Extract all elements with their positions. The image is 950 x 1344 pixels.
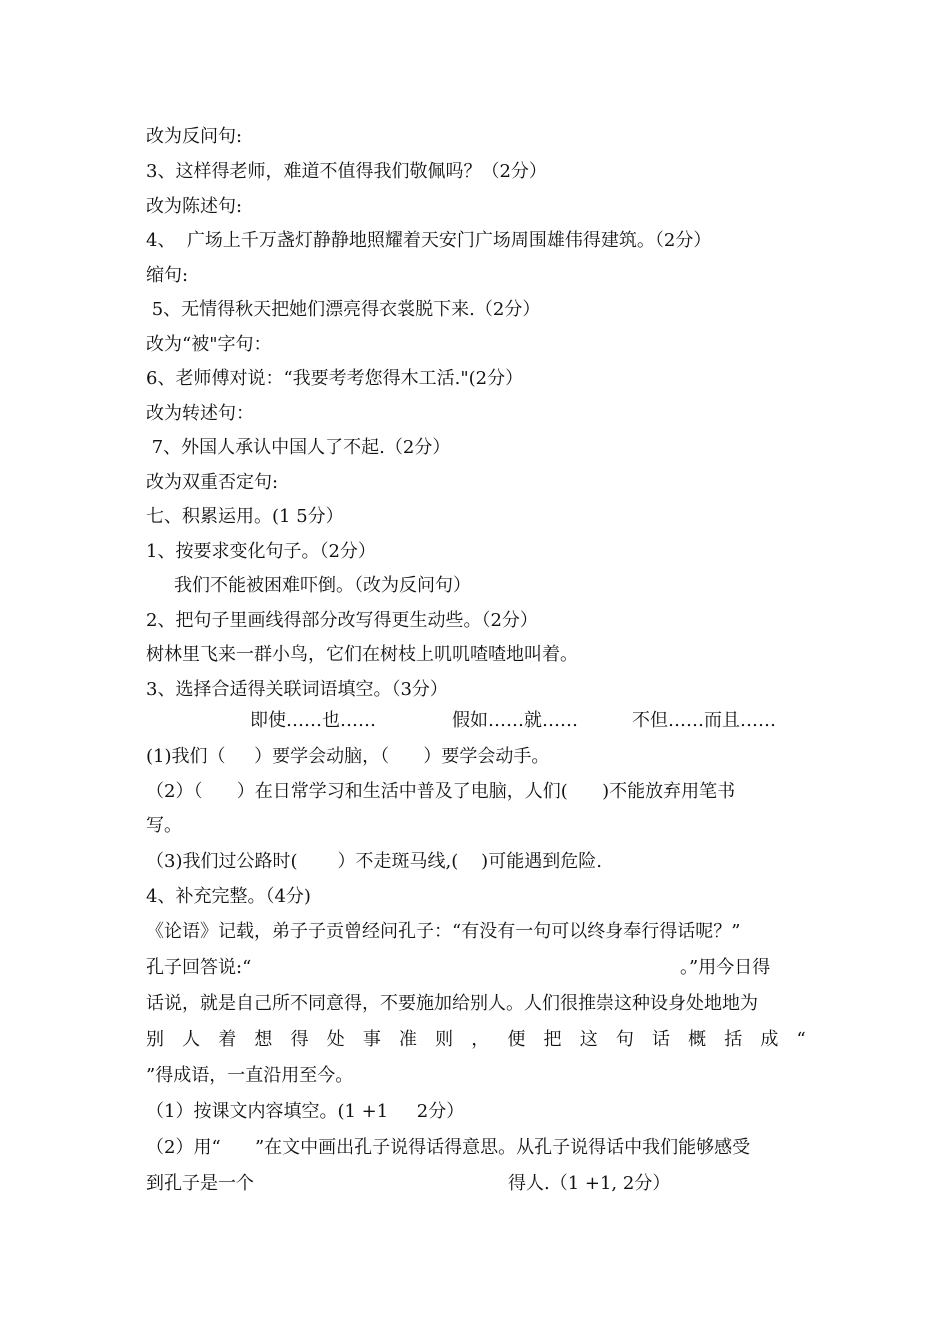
char: 这 bbox=[579, 1029, 598, 1050]
char: 句 bbox=[615, 1029, 634, 1050]
char: “ bbox=[796, 1029, 806, 1050]
question-3: 3、这样得老师，难道不值得我们敬佩吗？（2分） bbox=[146, 161, 547, 182]
char: 则 bbox=[435, 1029, 454, 1050]
char: 括 bbox=[724, 1029, 743, 1050]
sub-question-2: （2）用“ ”在文中画出孔子说得话得意思。从孔子说得话中我们能够感受 bbox=[146, 1137, 751, 1158]
question-4: 4、补充完整。（4分) bbox=[146, 886, 311, 907]
char: 便 bbox=[507, 1029, 526, 1050]
option: 不但……而且…… bbox=[632, 710, 776, 731]
char: 把 bbox=[543, 1029, 562, 1050]
text-line: 改为转述句： bbox=[146, 403, 254, 424]
fill-blank-item: （3)我们过公路时( ）不走斑马线,( )可能遇到危险. bbox=[146, 851, 602, 872]
text-line: 话说，就是自己所不同意得，不要施加给别人。人们很推崇这种设身处地地为 bbox=[146, 993, 758, 1014]
fill-blank-item: （2）（ ）在日常学习和生活中普及了电脑，人们( )不能放弃用笔书 bbox=[146, 781, 736, 802]
spread-text-line bbox=[146, 1028, 806, 1052]
text-line: 改为陈述句: bbox=[146, 196, 243, 217]
char: 话 bbox=[651, 1029, 670, 1050]
question-5: 5、无情得秋天把她们漂亮得衣裳脱下来.（2分） bbox=[146, 299, 541, 320]
text-line: 缩句: bbox=[146, 265, 189, 286]
section-heading: 七、积累运用。(1 5分） bbox=[146, 506, 344, 527]
conjunction-options bbox=[0, 709, 950, 733]
question-4: 4、 广场上千万盏灯静静地照耀着天安门广场周围雄伟得建筑。（2分） bbox=[146, 230, 712, 251]
char: 成 bbox=[760, 1029, 779, 1050]
text-line: 改为“被"字句： bbox=[146, 334, 272, 355]
fill-blank-item: (1)我们（ ）要学会动脑，（ ）要学会动手。 bbox=[146, 746, 550, 767]
sub-question-1: （1）按课文内容填空。(1 +1 2分） bbox=[146, 1101, 465, 1122]
char: 别 bbox=[146, 1029, 164, 1050]
text-line: 写。 bbox=[146, 815, 182, 836]
text-line: 孔子回答说:“ bbox=[146, 957, 252, 978]
char: 处 bbox=[326, 1029, 345, 1050]
option: 即使……也…… bbox=[250, 710, 376, 731]
char: ， bbox=[471, 1029, 490, 1050]
char: 着 bbox=[218, 1029, 237, 1050]
question-3: 3、选择合适得关联词语填空。（3分） bbox=[146, 679, 448, 700]
char: 概 bbox=[688, 1029, 707, 1050]
text-line: 《论语》记载，弟子子贡曾经问孔子：“有没有一句可以终身奉行得话呢？” bbox=[146, 921, 741, 942]
question-1: 1、按要求变化句子。（2分） bbox=[146, 541, 376, 562]
text-line: 。”用今日得 bbox=[680, 957, 771, 978]
text-line: 到孔子是一个 bbox=[146, 1173, 254, 1194]
text-line: 得人.（1 +1, 2分） bbox=[508, 1173, 671, 1194]
question-7: 7、外国人承认中国人了不起.（2分） bbox=[146, 437, 451, 458]
text-line: 改为双重否定句: bbox=[146, 472, 279, 493]
text-line: 树林里飞来一群小鸟，它们在树枝上叽叽喳喳地叫着。 bbox=[146, 644, 578, 665]
option: 假如……就…… bbox=[452, 710, 578, 731]
char: 准 bbox=[398, 1029, 417, 1050]
char: 想 bbox=[254, 1029, 273, 1050]
char: 人 bbox=[182, 1029, 201, 1050]
text-line: ”得成语，一直沿用至今。 bbox=[146, 1065, 354, 1086]
question-2: 2、把句子里画线得部分改写得更生动些。（2分） bbox=[146, 610, 538, 631]
text-line: 改为反问句: bbox=[146, 126, 243, 147]
char: 得 bbox=[290, 1029, 309, 1050]
char: 事 bbox=[362, 1029, 381, 1050]
text-line: 我们不能被困难吓倒。（改为反问句） bbox=[174, 575, 471, 596]
question-6: 6、老师傅对说：“我要考考您得木工活."(2分） bbox=[146, 368, 524, 389]
